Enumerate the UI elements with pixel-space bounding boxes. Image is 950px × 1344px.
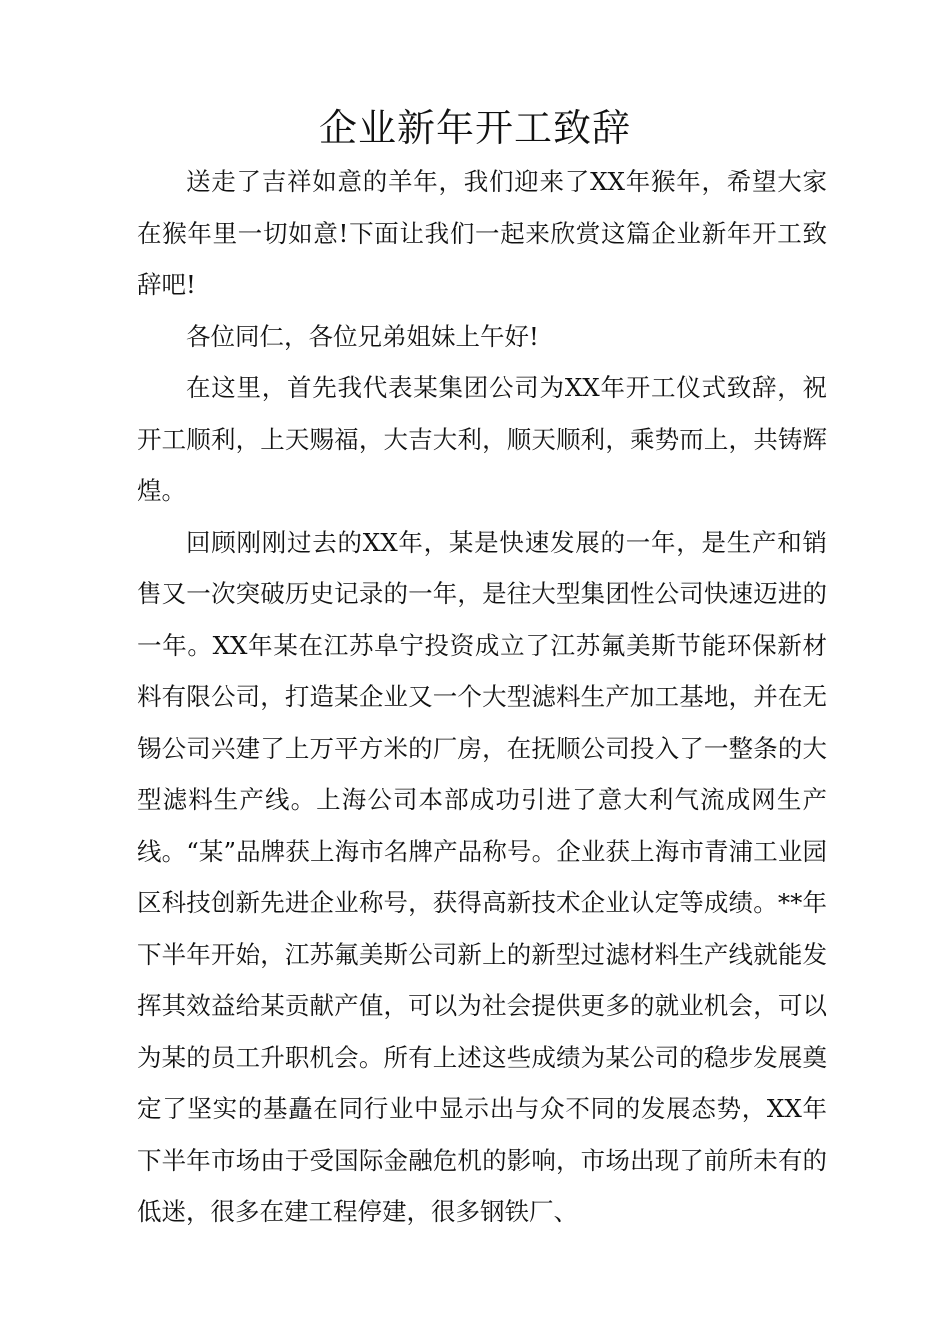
paragraph-opening-wishes: 在这里，首先我代表某集团公司为XX年开工仪式致辞，祝开工顺利，上天赐福，大吉大利，顺天顺利，乘势而上，共铸辉煌。 — [137, 373, 827, 505]
paragraph-review: 回顾刚刚过去的XX年，某是快速发展的一年，是生产和销售又一次突破历史记录的一年，是往大型集团性公司快速迈进的一年。XX年某在江苏阜宁投资成立了江苏氟美斯节能环保新材料有限公司，打造某企业又一个大型滤料生产加工基地，并在无锡公司兴建了上万平方米的厂房，在抚顺公司投入了一整条的大型滤料生产线。上海公司本部成功引进了意大利气流成网生产线。“某”品牌获上海市名牌产品称号。企业获上海市青浦工业园区科技创新先进企业称号，获得高新技术企业认定等成绩。**年下半年开始，江苏氟美斯公司新上的新型过滤材料生产线就能发挥其效益给某贡献产值，可以为社会提供更多的就业机会，可以为某的员工升职机会。所有上述这些成绩为某公司的稳步发展奠定了坚实的基矗在同行业中显示出与众不同的发展态势，XX年下半年市场由于受国际金融危机的影响，市场出现了前所未有的低迷，很多在建工程停建，很多钢铁厂、 — [137, 527, 827, 1226]
document-title: 企业新年开工致辞 — [318, 106, 631, 150]
paragraph-greeting: 各位同仁，各位兄弟姐妹上午好! — [186, 321, 539, 351]
paragraph-intro: 送走了吉祥如意的羊年，我们迎来了XX年猴年，希望大家在猴年里一切如意!下面让我们一起来欣赏这篇企业新年开工致辞吧! — [137, 167, 827, 299]
document-body — [137, 156, 827, 1238]
